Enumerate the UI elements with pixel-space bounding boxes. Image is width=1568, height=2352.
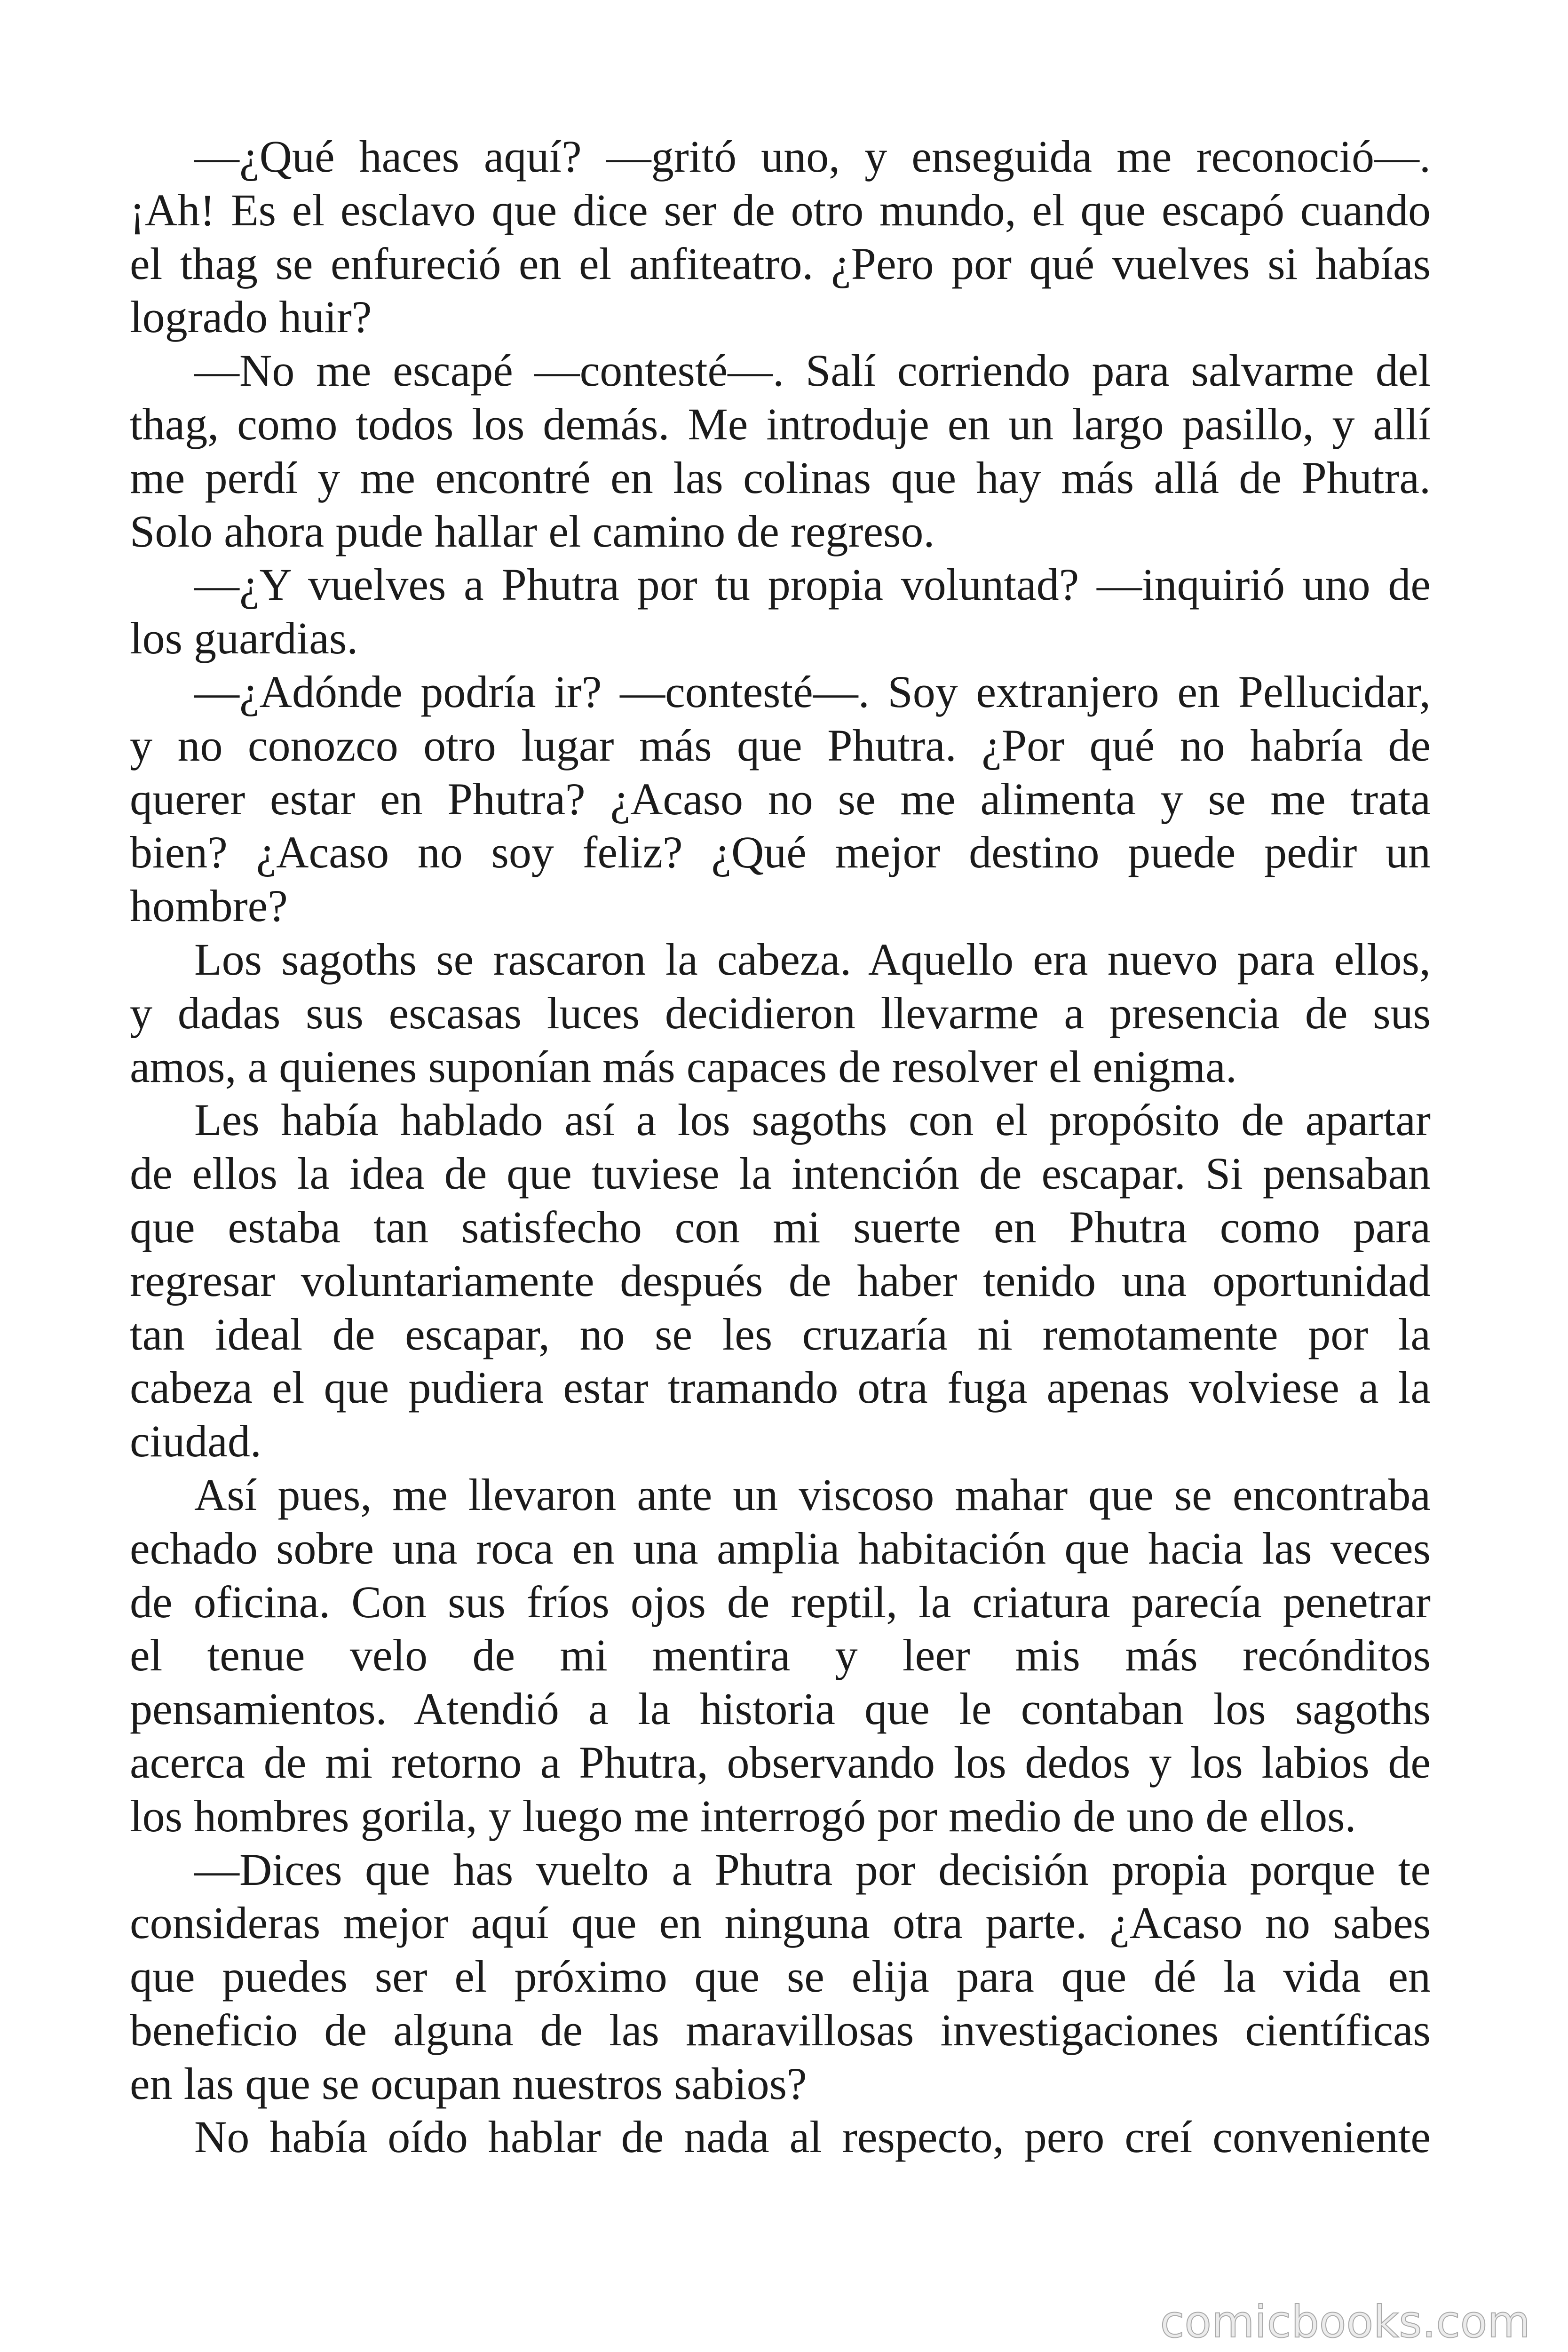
text-line: —¿Adónde podría ir? —contesté—. Soy extranjero en Pellucidar, xyxy=(194,666,1431,717)
paragraph xyxy=(130,130,1431,344)
text-line: thag, como todos los demás. Me introduje en un largo pasillo, y allí xyxy=(130,398,1431,449)
text-line: Solo ahora pude hallar el camino de regreso. xyxy=(130,506,935,556)
paragraph xyxy=(130,1468,1431,1843)
text-line: y no conozco otro lugar más que Phutra. ¿Por qué no habría de xyxy=(130,720,1431,771)
text-line: —Dices que has vuelto a Phutra por decisión propia porque te xyxy=(194,1844,1431,1895)
text-line: que estaba tan satisfecho con mi suerte en Phutra como para xyxy=(130,1201,1431,1252)
paragraph xyxy=(130,1093,1431,1468)
paragraph xyxy=(130,558,1431,665)
paragraph xyxy=(130,2110,1431,2164)
text-line: ¡Ah! Es el esclavo que dice ser de otro mundo, el que escapó cuando xyxy=(130,184,1431,235)
text-line: Los sagoths se rascaron la cabeza. Aquello era nuevo para ellos, xyxy=(194,934,1431,985)
text-line: de oficina. Con sus fríos ojos de reptil, la criatura parecía penetrar xyxy=(130,1576,1431,1627)
text-line: bien? ¿Acaso no soy feliz? ¿Qué mejor destino puede pedir un xyxy=(130,827,1431,878)
text-line: logrado huir? xyxy=(130,292,372,342)
body-text xyxy=(130,130,1431,2164)
text-line: que puedes ser el próximo que se elija para que dé la vida en xyxy=(130,1951,1431,2002)
text-line: de ellos la idea de que tuviese la intención de escapar. Si pensaban xyxy=(130,1148,1431,1199)
text-line: en las que se ocupan nuestros sabios? xyxy=(130,2058,807,2109)
text-line: pensamientos. Atendió a la historia que le contaban los sagoths xyxy=(130,1684,1431,1734)
text-line: —¿Y vuelves a Phutra por tu propia voluntad? —inquirió uno de xyxy=(194,559,1431,610)
text-line: ciudad. xyxy=(130,1416,261,1467)
text-line: hombre? xyxy=(130,881,288,931)
text-line: —¿Qué haces aquí? —gritó uno, y enseguida me reconoció—. xyxy=(194,131,1431,182)
text-line: Les había hablado así a los sagoths con el propósito de apartar xyxy=(194,1095,1431,1145)
text-line: —No me escapé —contesté—. Salí corriendo para salvarme del xyxy=(194,345,1431,396)
text-line: consideras mejor aquí que en ninguna otra parte. ¿Acaso no sabes xyxy=(130,1898,1431,1948)
text-line: cabeza el que pudiera estar tramando otra fuga apenas volviese a la xyxy=(130,1362,1431,1413)
text-line: amos, a quienes suponían más capaces de resolver el enigma. xyxy=(130,1041,1237,1092)
text-line: echado sobre una roca en una amplia habitación que hacia las veces xyxy=(130,1523,1431,1573)
text-line: el tenue velo de mi mentira y leer mis más recónditos xyxy=(130,1630,1431,1681)
text-line: me perdí y me encontré en las colinas que hay más allá de Phutra. xyxy=(130,452,1431,503)
text-line: querer estar en Phutra? ¿Acaso no se me alimenta y se me trata xyxy=(130,773,1431,824)
text-line: Así pues, me llevaron ante un viscoso mahar que se encontraba xyxy=(194,1469,1431,1520)
text-line: los guardias. xyxy=(130,613,358,664)
watermark-logo: comicbooks.com xyxy=(1160,2296,1530,2348)
text-line: tan ideal de escapar, no se les cruzaría ni remotamente por la xyxy=(130,1309,1431,1359)
text-line: beneficio de alguna de las maravillosas investigaciones científicas xyxy=(130,2004,1431,2055)
text-line: acerca de mi retorno a Phutra, observando los dedos y los labios de xyxy=(130,1737,1431,1788)
text-line: el thag se enfureció en el anfiteatro. ¿Pero por qué vuelves si habías xyxy=(130,238,1431,289)
text-line: los hombres gorila, y luego me interrogó por medio de uno de ellos. xyxy=(130,1790,1356,1841)
paragraph xyxy=(130,344,1431,558)
paragraph xyxy=(130,933,1431,1093)
text-line: regresar voluntariamente después de haber tenido una oportunidad xyxy=(130,1255,1431,1306)
text-line: No había oído hablar de nada al respecto, pero creí conveniente xyxy=(194,2112,1431,2162)
paragraph xyxy=(130,665,1431,933)
text-line: y dadas sus escasas luces decidieron llevarme a presencia de sus xyxy=(130,987,1431,1038)
paragraph xyxy=(130,1843,1431,2111)
